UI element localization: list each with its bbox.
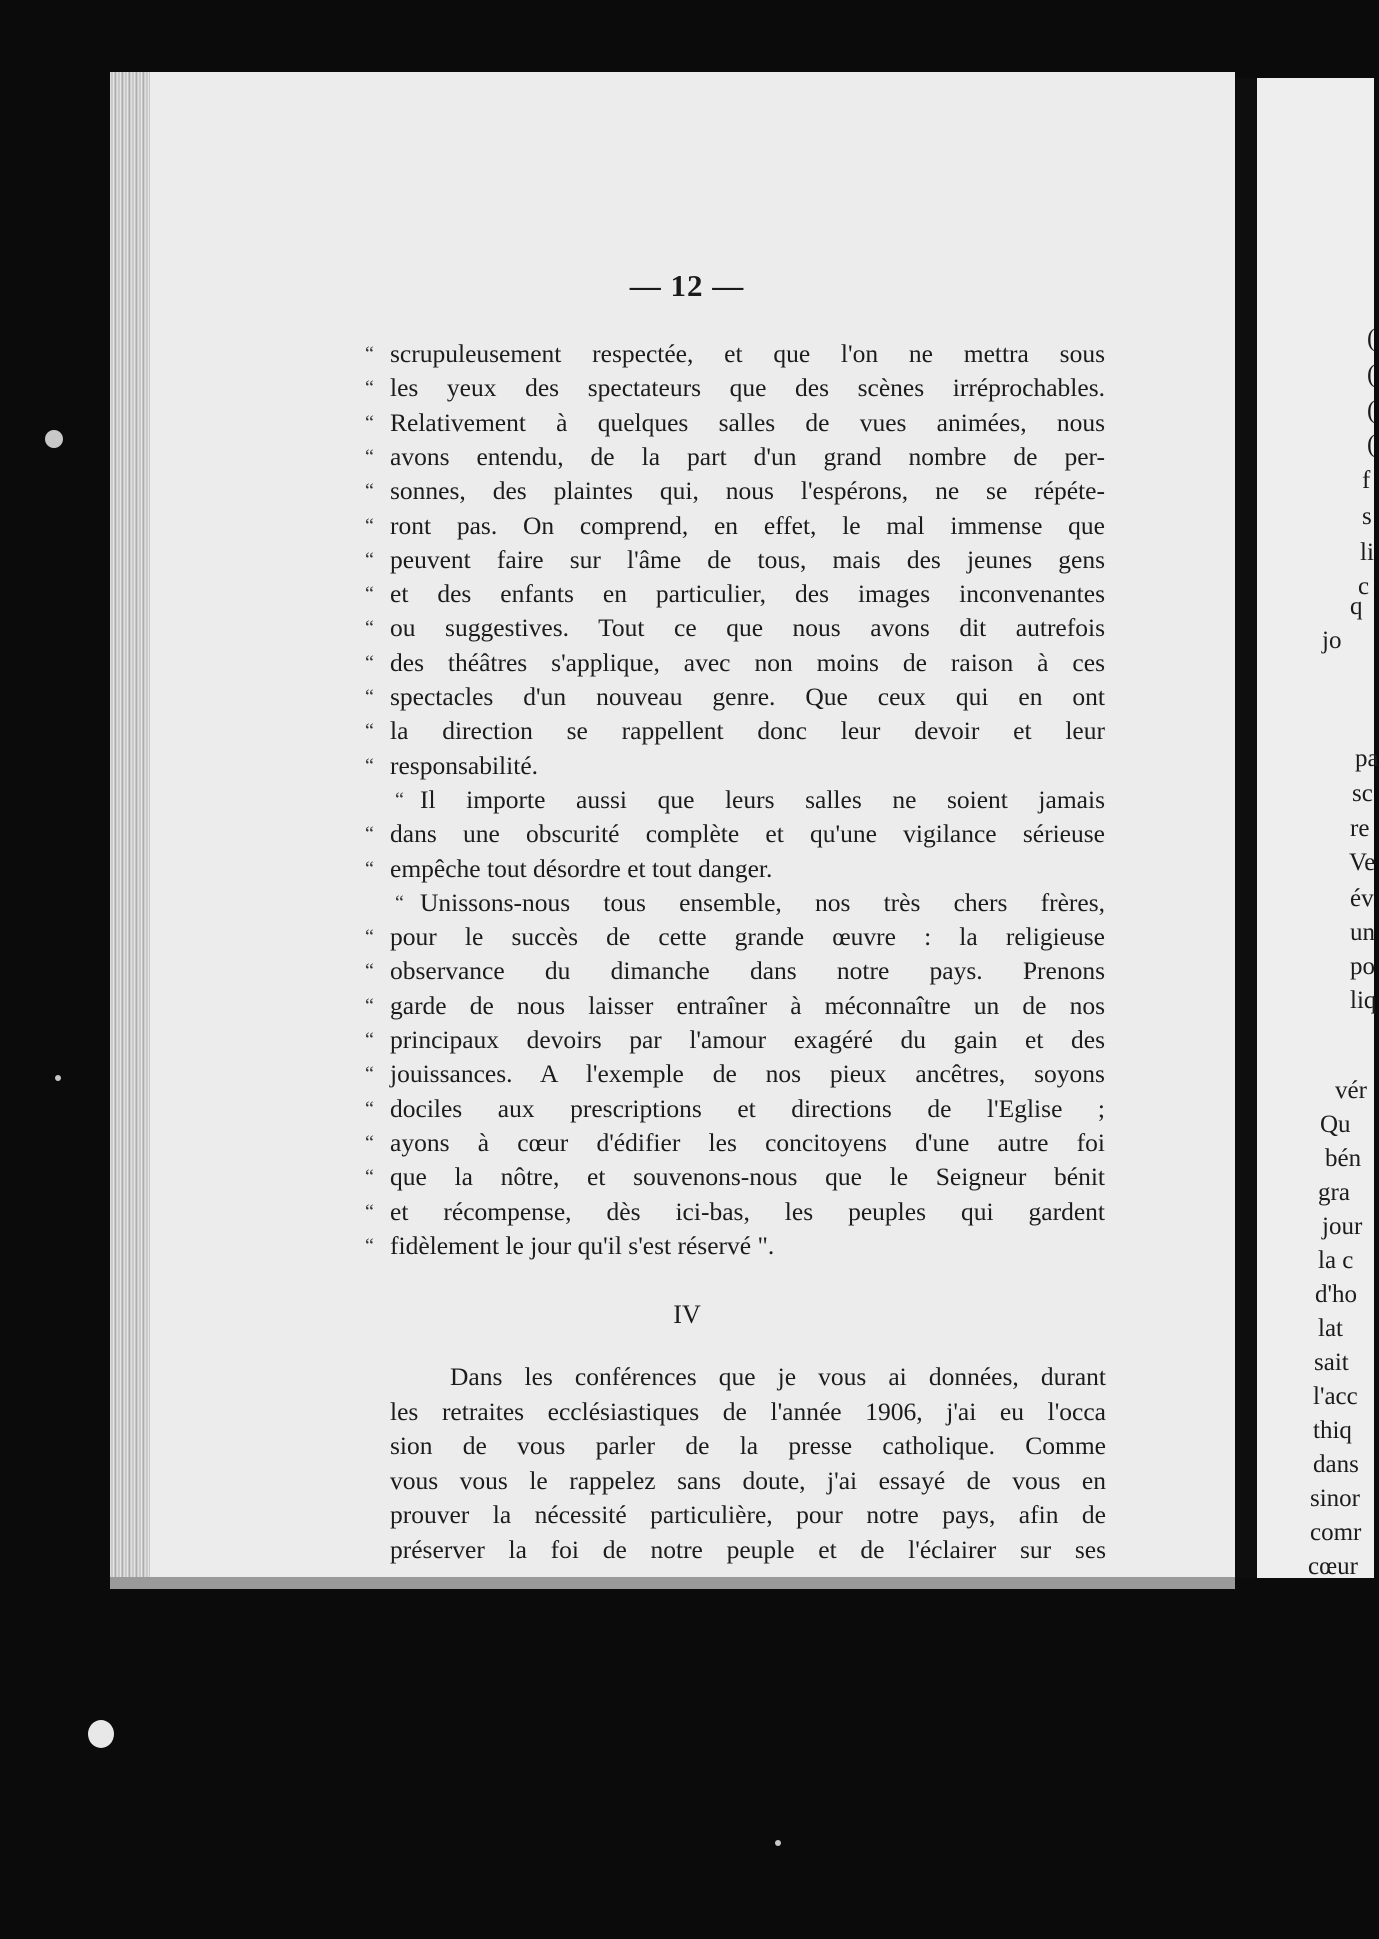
- quoted-line: [365, 509, 1105, 543]
- scan-speck: [55, 1075, 61, 1081]
- right-page-fragment: vér: [1335, 1077, 1367, 1104]
- quoted-line-text: la direction se rappellent donc leur devoir et leur: [390, 716, 1105, 746]
- quoted-line: [365, 954, 1105, 988]
- right-page-fragment: év: [1350, 885, 1374, 912]
- quoted-line: [365, 474, 1105, 508]
- quoted-line-text: et des enfants en particulier, des images inconvenantes: [390, 579, 1105, 609]
- quote-mark: “: [395, 891, 404, 914]
- quoted-line-text: ront pas. On comprend, en effet, le mal immense que: [390, 510, 1105, 540]
- quote-mark: “: [365, 1166, 374, 1189]
- quote-mark: “: [395, 788, 404, 811]
- quote-mark: “: [365, 754, 374, 777]
- quoted-line-text: fidèlement le jour qu'il s'est réservé ".: [390, 1230, 775, 1260]
- quote-mark: “: [365, 480, 374, 503]
- quote-mark: “: [365, 617, 374, 640]
- quoted-line: [365, 989, 1105, 1023]
- quoted-line-text: spectacles d'un nouveau genre. Que ceux qui en ont: [390, 682, 1105, 711]
- quote-mark: “: [365, 377, 374, 400]
- quote-mark: “: [365, 823, 374, 846]
- quoted-line-text: que la nôtre, et souvenons-nous que le Seigneur bénit: [390, 1162, 1105, 1192]
- right-page-fragment: li: [1360, 539, 1374, 566]
- right-page-fragment: d'ho: [1315, 1281, 1358, 1308]
- quoted-line: [365, 852, 1105, 886]
- quoted-line-text: pour le succès de cette grande œuvre : la religieuse: [390, 922, 1105, 952]
- quoted-line: [365, 646, 1105, 680]
- section-numeral: IV: [673, 1300, 701, 1329]
- quoted-line: [365, 371, 1105, 405]
- right-page-fragment: jour: [1322, 1213, 1363, 1240]
- quote-mark: “: [365, 1097, 374, 1120]
- section-line: préserver la foi de notre peuple et de l'éclairer sur ses: [390, 1534, 1106, 1564]
- quoted-line-text: ou suggestives. Tout ce que nous avons dit autrefois: [390, 613, 1105, 643]
- quoted-line-text: Il importe aussi que leurs salles ne soient jamais: [420, 784, 1105, 814]
- quoted-line: [365, 1195, 1105, 1229]
- quote-mark: “: [365, 583, 374, 606]
- quote-mark: “: [365, 1200, 374, 1223]
- quoted-line-text: ayons à cœur d'édifier les concitoyens d'une autre foi: [390, 1127, 1105, 1157]
- quote-mark: “: [365, 1234, 374, 1257]
- right-page-fragment: (: [1367, 361, 1376, 388]
- quoted-line-text: et récompense, dès ici-bas, les peuples qui gardent: [390, 1196, 1105, 1226]
- right-page-fragment: gra: [1318, 1179, 1350, 1206]
- right-page-fragment: liq: [1350, 987, 1377, 1014]
- quote-mark: “: [365, 1029, 374, 1051]
- quoted-line-text: des théâtres s'applique, avec non moins de raison à ces: [390, 647, 1105, 677]
- right-page-fragment: lat: [1318, 1315, 1343, 1342]
- quoted-line: [365, 1092, 1105, 1126]
- section-line: Dans les conférences que je vous ai données, durant: [450, 1362, 1106, 1391]
- section-line: prouver la nécessité particulière, pour notre pays, afin de: [390, 1500, 1106, 1529]
- right-page-fragment: cœur: [1308, 1553, 1358, 1580]
- quoted-line-text: dociles aux prescriptions et directions de l'Eglise ;: [390, 1093, 1105, 1123]
- quoted-line: [365, 749, 1105, 783]
- quoted-line-text: dans une obscurité complète et qu'une vigilance sérieuse: [390, 819, 1105, 849]
- right-page-fragment: sait: [1314, 1349, 1349, 1376]
- quoted-line-text: observance du dimanche dans notre pays. Prenons: [390, 956, 1105, 986]
- section-line: sion de vous parler de la presse catholique. Comme: [390, 1431, 1106, 1460]
- quoted-line-text: garde de nous laisser entraîner à méconnaître un de nos: [390, 990, 1105, 1020]
- right-page-fragment: re: [1350, 815, 1370, 842]
- quoted-line-text: empêche tout désordre et tout danger.: [390, 853, 773, 883]
- quoted-line-text: responsabilité.: [390, 750, 539, 780]
- quote-mark: “: [365, 926, 374, 949]
- right-page-fragment: sinor: [1310, 1485, 1360, 1512]
- quoted-line: [365, 406, 1105, 440]
- quoted-line: [365, 817, 1105, 851]
- page-number: — 12 —: [629, 268, 745, 303]
- quoted-line: [365, 611, 1105, 645]
- quoted-line: [365, 920, 1105, 954]
- right-page-fragment: comr: [1310, 1519, 1362, 1546]
- right-page-fragment: jo: [1322, 627, 1342, 654]
- quote-mark: “: [365, 1063, 374, 1086]
- quoted-line: [365, 1023, 1105, 1057]
- quoted-line: [365, 337, 1105, 371]
- right-page-fragment: q: [1350, 593, 1363, 620]
- quoted-line: [390, 886, 1105, 920]
- right-page-fragment: po: [1350, 953, 1375, 980]
- quoted-line-text: principaux devoirs par l'amour exagéré du gain et des: [390, 1025, 1105, 1054]
- quoted-line: [365, 714, 1105, 748]
- quote-mark: “: [365, 960, 374, 983]
- quoted-line: [365, 1229, 1105, 1263]
- right-page-fragment: thiq: [1313, 1417, 1352, 1444]
- quoted-line: [365, 1160, 1105, 1194]
- quote-mark: “: [365, 651, 374, 674]
- quoted-line-text: Unissons-nous tous ensemble, nos très chers frères,: [420, 887, 1105, 917]
- quote-mark: “: [365, 445, 374, 468]
- right-page-fragment: pa: [1355, 745, 1379, 772]
- quote-mark: “: [365, 686, 374, 708]
- right-page-fragment: c: [1358, 573, 1370, 600]
- right-page-fragment: sc: [1352, 780, 1373, 807]
- quoted-line: [365, 440, 1105, 474]
- quoted-line: [365, 543, 1105, 577]
- scan-speck: [775, 1840, 781, 1846]
- right-page-fragment: l'acc: [1313, 1383, 1358, 1410]
- right-page-fragment: (: [1367, 397, 1376, 424]
- right-page-fragment: bén: [1325, 1145, 1362, 1172]
- quote-mark: “: [365, 548, 374, 571]
- scan-artifact-blob: [88, 1720, 114, 1748]
- quoted-line-text: avons entendu, de la part d'un grand nombre de per-: [390, 441, 1105, 471]
- section-line: les retraites ecclésiastiques de l'année 1906, j'ai eu l'occa: [390, 1396, 1106, 1426]
- right-page-fragment: Ve: [1349, 849, 1376, 876]
- quoted-line: [365, 1126, 1105, 1160]
- section-line: vous vous le rappelez sans doute, j'ai essayé de vous en: [390, 1465, 1106, 1495]
- quoted-line-text: peuvent faire sur l'âme de tous, mais des jeunes gens: [390, 544, 1105, 574]
- quote-mark: “: [365, 1131, 374, 1154]
- quote-mark: “: [365, 857, 374, 880]
- right-page-fragment: f: [1362, 467, 1371, 494]
- right-page-fragment: un: [1350, 919, 1375, 946]
- left-page-bottom-edge: [110, 1577, 1235, 1589]
- right-page-fragment: (: [1367, 431, 1376, 458]
- quoted-line-text: scrupuleusement respectée, et que l'on ne mettra sous: [390, 339, 1105, 368]
- right-page-fragment: Qu: [1320, 1111, 1351, 1138]
- quoted-line: [390, 783, 1105, 817]
- quoted-line-text: Relativement à quelques salles de vues animées, nous: [390, 407, 1105, 437]
- quoted-line-text: les yeux des spectateurs que des scènes irréprochables.: [390, 373, 1105, 403]
- right-page-fragment: s: [1362, 503, 1372, 530]
- quote-mark: “: [365, 411, 374, 434]
- quote-mark: “: [365, 343, 374, 365]
- scan-speck: [45, 430, 63, 448]
- quote-mark: “: [365, 720, 374, 743]
- quoted-line-text: sonnes, des plaintes qui, nous l'espérons, ne se répéte-: [390, 476, 1105, 506]
- quoted-line: [365, 680, 1105, 714]
- quote-mark: “: [365, 514, 374, 537]
- quoted-line: [365, 1057, 1105, 1091]
- quote-mark: “: [365, 994, 374, 1017]
- right-page-fragment: dans: [1313, 1451, 1359, 1478]
- right-page-fragment: (: [1367, 325, 1376, 352]
- quoted-line: [365, 577, 1105, 611]
- right-page-fragment: la c: [1318, 1247, 1354, 1274]
- quoted-line-text: jouissances. A l'exemple de nos pieux ancêtres, soyons: [390, 1059, 1105, 1089]
